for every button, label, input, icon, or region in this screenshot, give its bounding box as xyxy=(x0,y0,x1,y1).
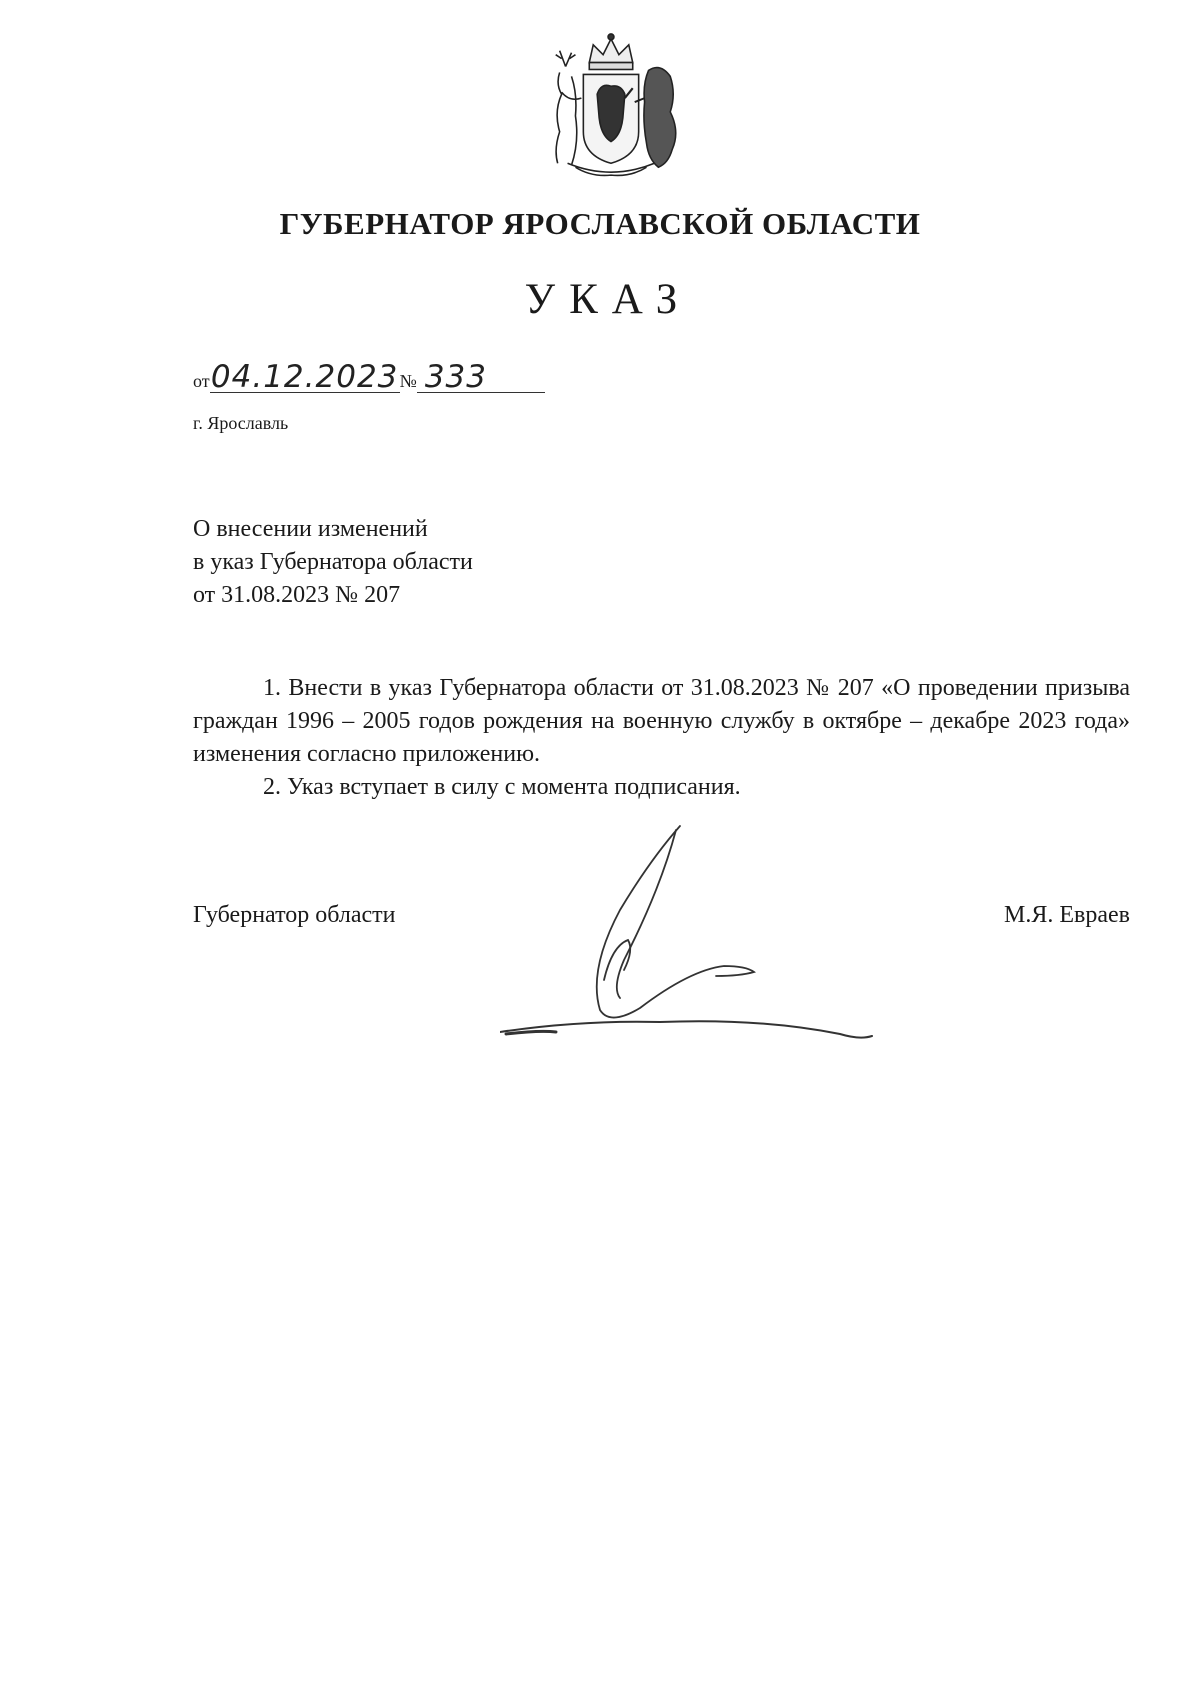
handwritten-date: 04.12.2023 xyxy=(210,359,399,395)
number-prefix: № xyxy=(399,371,417,391)
handwritten-number: 333 xyxy=(417,362,545,393)
decree-body xyxy=(193,672,1130,804)
date-prefix: от xyxy=(193,371,210,391)
decree-item-1: 1. Внести в указ Губернатора области от 31.08.2023 № 207 «О проведении призыва граждан 1996 – 2005 годов рождения на военную службу в октябре – декабре 2023 года» изменения согласно приложению. xyxy=(193,675,1130,767)
subject-line: в указ Губернатора области xyxy=(193,549,473,575)
subject-block xyxy=(193,513,473,612)
registration-line xyxy=(193,359,545,395)
handwritten-signature xyxy=(500,820,920,1050)
signatory-title: Губернатор области xyxy=(193,902,396,928)
subject-line: от 31.08.2023 № 207 xyxy=(193,582,401,608)
signatory-name: М.Я. Евраев xyxy=(1004,902,1130,928)
document-type-title: УКАЗ xyxy=(524,276,692,323)
city-label: г. Ярославль xyxy=(193,413,289,433)
coat-of-arms-emblem xyxy=(532,32,690,182)
issuing-authority-heading: ГУБЕРНАТОР ЯРОСЛАВСКОЙ ОБЛАСТИ xyxy=(279,206,921,241)
decree-item-2: 2. Указ вступает в силу с момента подписания. xyxy=(263,774,741,800)
subject-line: О внесении изменений xyxy=(193,516,428,542)
